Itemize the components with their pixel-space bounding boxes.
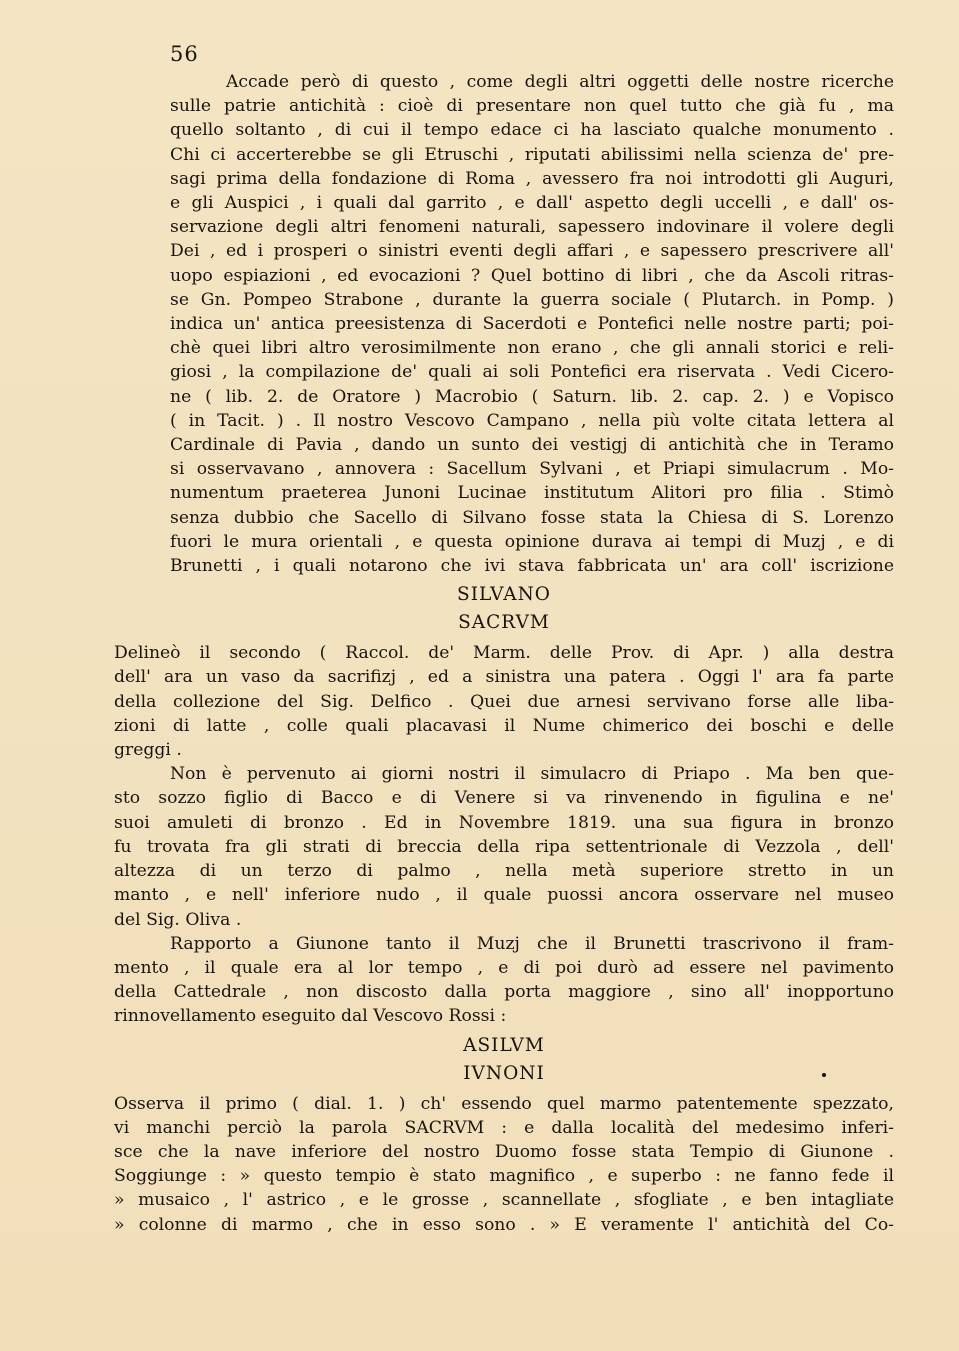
text-line: Brunetti , i quali notarono che ivi stava fabbricata un' ara coll' iscrizione bbox=[170, 556, 894, 577]
text-line: ( in Tacit. ) . Il nostro Vescovo Campano , nella più volte citata lettera al bbox=[170, 410, 894, 431]
page-number: 56 bbox=[170, 42, 199, 66]
text-line: » musaico , l' astrico , e le grosse , scannellate , sfogliate , e ben intagliate bbox=[114, 1190, 894, 1211]
text-line: dell' ara un vaso da sacrifizj , ed a sinistra una patera . Oggi l' ara fa parte bbox=[114, 667, 894, 688]
inscription-asilum bbox=[114, 1032, 894, 1088]
text-line: servazione degli altri fenomeni naturali, sapessero indovinare il volere degli bbox=[170, 217, 894, 238]
text-line: Accade però di questo , come degli altri oggetti delle nostre ricerche bbox=[226, 72, 894, 92]
paragraph-2 bbox=[114, 641, 894, 762]
text-line: indica un' antica preesistenza di Sacerdoti e Pontefici nelle nostre parti; poi- bbox=[170, 314, 894, 335]
text-line: quello soltanto , di cui il tempo edace ci ha lasciato qualche monumento . bbox=[170, 120, 894, 141]
inscription-line: IVNONI bbox=[463, 1062, 545, 1084]
text-line: Non è pervenuto ai giorni nostri il simulacro di Priapo . Ma ben que- bbox=[170, 764, 894, 785]
text-line: sce che la nave inferiore del nostro Duomo fosse stata Tempio di Giunone . bbox=[114, 1141, 894, 1162]
text-line: vi manchi perciò la parola SACRVM : e dalla località del medesimo inferi- bbox=[114, 1117, 894, 1138]
text-line: chè quei libri altro verosimilmente non erano , che gli annali storici e reli- bbox=[170, 338, 894, 359]
text-line: manto , e nell' inferiore nudo , il quale puossi ancora osservare nel museo bbox=[114, 885, 894, 906]
text-line: Rapporto a Giunone tanto il Muzj che il Brunetti trascrivono il fram- bbox=[170, 933, 894, 954]
text-line: suoi amuleti di bronzo . Ed in Novembre 1819. una sua figura in bronzo bbox=[114, 812, 894, 833]
text-line: se Gn. Pompeo Strabone , durante la guerra sociale ( Plutarch. in Pomp. ) bbox=[170, 289, 894, 310]
page-text bbox=[114, 70, 894, 1237]
text-line: della Cattedrale , non discosto dalla porta maggiore , sino all' inopportuno bbox=[114, 982, 894, 1003]
paragraph-5 bbox=[114, 1092, 894, 1237]
paragraph-4 bbox=[114, 932, 894, 1029]
text-line: numentum praeterea Junoni Lucinae institutum Alitori pro filia . Stimò bbox=[170, 483, 894, 504]
text-line: sto sozzo figlio di Bacco e di Venere si va rinvenendo in figulina e ne' bbox=[114, 788, 894, 809]
inscription-line: SACRVM bbox=[458, 612, 550, 634]
text-line: si osservavano , annovera : Sacellum Sylvani , et Priapi simulacrum . Mo- bbox=[170, 459, 894, 480]
text-line: fu trovata fra gli strati di breccia della ripa settentrionale di Vezzola , dell' bbox=[114, 836, 894, 857]
text-line: Chi ci accerterebbe se gli Etruschi , riputati abilissimi nella scienza de' pre- bbox=[170, 144, 894, 165]
text-line: zioni di latte , colle quali placavasi il Nume chimerico dei boschi e delle bbox=[114, 715, 894, 736]
inscription-silvano bbox=[114, 581, 894, 637]
inscription-line: SILVANO bbox=[457, 584, 551, 606]
text-line: senza dubbio che Sacello di Silvano fosse stata la Chiesa di S. Lorenzo bbox=[170, 507, 894, 528]
text-line: ne ( lib. 2. de Oratore ) Macrobio ( Saturn. lib. 2. cap. 2. ) e Vopisco bbox=[170, 386, 894, 407]
paragraph-3 bbox=[114, 762, 894, 931]
inscription-line: ASILVM bbox=[463, 1034, 545, 1056]
text-line: uopo espiazioni , ed evocazioni ? Quel bottino di libri , che da Ascoli ritras- bbox=[170, 265, 894, 286]
text-line: Soggiunge : » questo tempio è stato magnifico , e superbo : ne fanno fede il bbox=[114, 1166, 894, 1187]
ink-speck bbox=[822, 1073, 826, 1077]
text-line: Dei , ed i prosperi o sinistri eventi degli affari , e sapessero prescrivere all' bbox=[170, 241, 894, 262]
text-line: Cardinale di Pavia , dando un sunto dei vestigj di antichità che in Teramo bbox=[170, 435, 894, 456]
text-line: del Sig. Oliva . bbox=[114, 909, 242, 930]
text-line: » colonne di marmo , che in esso sono . » E veramente l' antichità del Co- bbox=[114, 1214, 894, 1235]
paragraph-1 bbox=[114, 70, 894, 578]
text-line: rinnovellamento eseguito dal Vescovo Rossi : bbox=[114, 1006, 507, 1027]
text-line: Delineò il secondo ( Raccol. de' Marm. delle Prov. di Apr. ) alla destra bbox=[114, 643, 894, 664]
text-line: e gli Auspici , i quali dal garrito , e dall' aspetto degli uccelli , e dall' os- bbox=[170, 193, 894, 214]
text-line: greggi . bbox=[114, 740, 182, 761]
text-line: giosi , la compilazione de' quali ai soli Pontefici era riservata . Vedi Cicero- bbox=[170, 362, 894, 383]
text-line: fuori le mura orientali , e questa opinione durava ai tempi di Muzj , e di bbox=[170, 531, 894, 552]
text-line: della collezione del Sig. Delfico . Quei due arnesi servivano forse alle liba- bbox=[114, 691, 894, 712]
text-line: sulle patrie antichità : cioè di presentare non quel tutto che già fu , ma bbox=[170, 96, 894, 117]
text-line: altezza di un terzo di palmo , nella metà superiore stretto in un bbox=[114, 861, 894, 882]
text-line: sagi prima della fondazione di Roma , avessero fra noi introdotti gli Auguri, bbox=[170, 168, 894, 189]
text-line: mento , il quale era al lor tempo , e di poi durò ad essere nel pavimento bbox=[114, 957, 894, 978]
text-line: Osserva il primo ( dial. 1. ) ch' essendo quel marmo patentemente spezzato, bbox=[114, 1093, 894, 1114]
